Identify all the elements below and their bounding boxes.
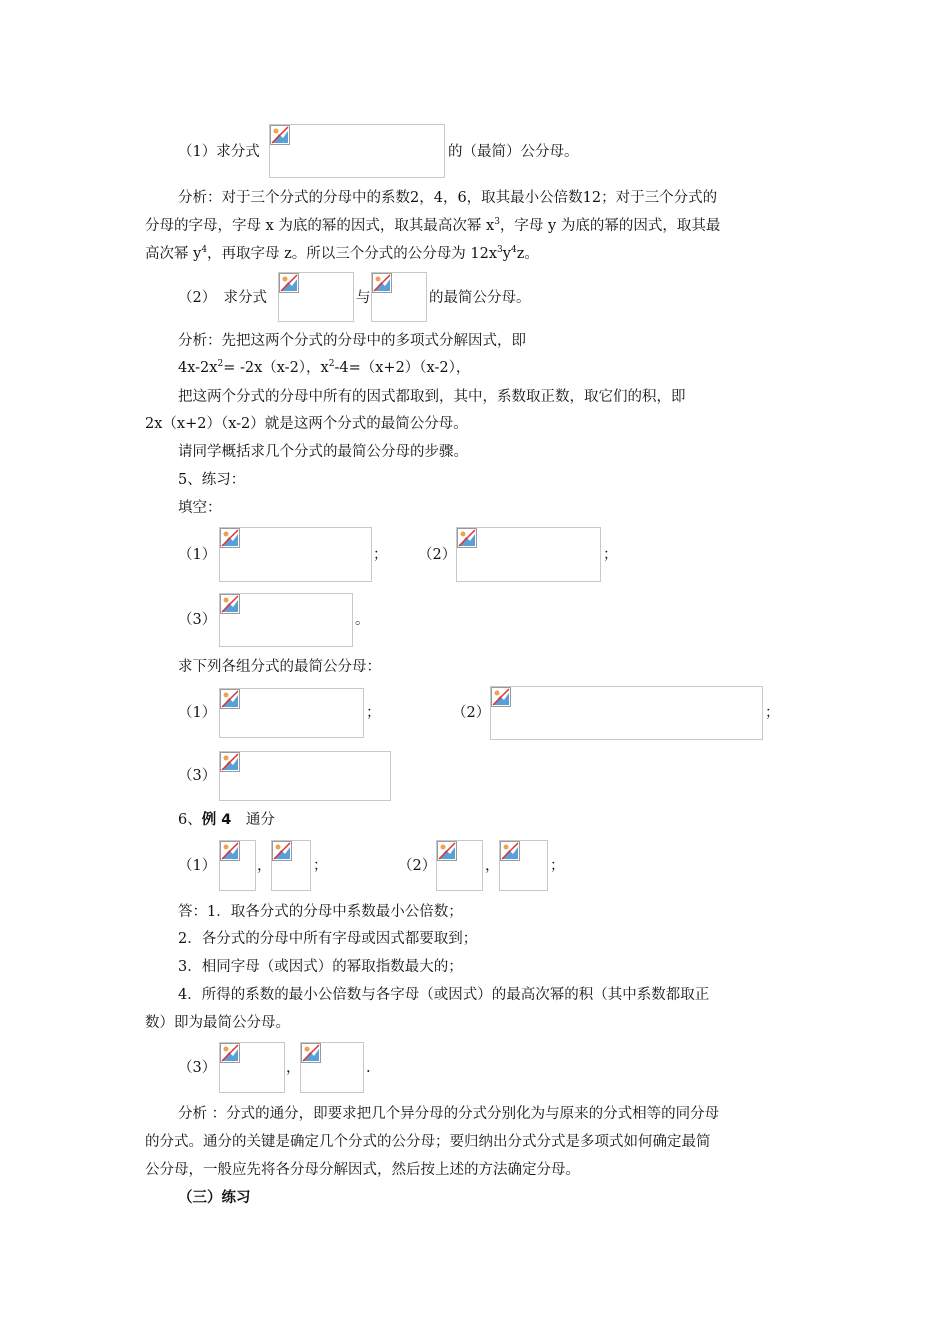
formula-image [278, 272, 354, 322]
broken-image-icon [220, 689, 240, 709]
formula-image [371, 272, 427, 322]
tf-1-sep: ； [313, 858, 328, 874]
broken-image-icon [272, 841, 292, 861]
formula-image [219, 593, 353, 647]
formula-image [499, 840, 548, 891]
formula-image [219, 527, 372, 582]
analysis-2-line-1: 分析：先把这两个分式的分母中的多项式分解因式，即 [178, 333, 526, 349]
analysis-1-line-3: 高次幂 $y^4$，再取字母 z。所以三个分式的公分母为 $12x^3y^4z$。 [145, 245, 539, 262]
tf-3-label: （3） [178, 1060, 217, 1076]
answer-1: 答：1．取各分式的分母中系数最小公倍数； [178, 904, 463, 920]
tf-2-label: （2） [398, 858, 437, 874]
tf-2-sep: ； [550, 858, 565, 874]
line-2-and: 与 [356, 290, 371, 306]
analysis-2-line-4: 2x（x+2）（x-2）就是这两个分式的最简公分母。 [145, 416, 468, 432]
line-2: （2） 求分式 [178, 290, 267, 306]
formula-image [219, 1042, 285, 1093]
broken-image-icon [270, 125, 290, 145]
formula-image [271, 840, 311, 891]
analysis-2-line-2: $4x-2x^2= -2x(x-2)$，$x^2-4=(x+2)(x-2)$， [178, 359, 471, 376]
broken-image-icon [220, 594, 240, 614]
fill-3-sep: 。 [355, 612, 370, 628]
broken-image-icon [437, 841, 457, 861]
tf-1-label: （1） [178, 858, 217, 874]
analysis-1-line-2: 分母的字母，字母 x 为底的幂的因式，取其最高次幂 $x^3$，字母 y 为底的幂的因式，取其最 [145, 217, 721, 234]
broken-image-icon [220, 841, 240, 861]
formula-image [456, 527, 601, 582]
formula-image [490, 686, 763, 740]
broken-image-icon [457, 528, 477, 548]
answer-5: 数）即为最简公分母。 [145, 1015, 290, 1031]
broken-image-icon [372, 273, 392, 293]
example-4-heading: 6、例 4 通分 [178, 812, 275, 828]
fill-1-sep: ； [373, 547, 388, 563]
formula-image [219, 751, 391, 801]
lcd-1-label: （1） [178, 705, 217, 721]
analysis-3-line-3: 公分母，一般应先将各分母分解因式，然后按上述的方法确定分母。 [145, 1162, 580, 1178]
answer-2: 2．各分式的分母中所有字母或因式都要取到； [178, 931, 478, 947]
formula-image [300, 1042, 364, 1093]
formula-image [219, 688, 364, 738]
broken-image-icon [491, 687, 511, 707]
lcd-1-sep: ； [366, 705, 381, 721]
answer-4: 4．所得的系数的最小公倍数与各字母（或因式）的最高次幂的积（其中系数都取正 [178, 987, 710, 1003]
formula-image [436, 840, 483, 891]
analysis-2-line-5: 请同学概括求几个分式的最简公分母的步骤。 [178, 444, 468, 460]
fill-heading: 填空： [178, 500, 222, 516]
lcd-3-label: （3） [178, 768, 217, 784]
lcd-2-sep: ； [765, 705, 780, 721]
formula-image [269, 124, 445, 178]
line-2-tail: 的最简公分母。 [429, 290, 531, 306]
analysis-1-line-1: 分析：对于三个分式的分母中的系数2，4，6，取其最小公倍数12；对于三个分式的 [178, 190, 718, 206]
fill-3-label: （3） [178, 612, 217, 628]
tf-3-comma: ， [286, 1060, 301, 1076]
line-1: （1）求分式 [178, 144, 260, 160]
analysis-3-line-1: 分析 ：分式的通分，即要求把几个异分母的分式分别化为与原来的分式相等的同分母 [178, 1106, 720, 1122]
analysis-3-line-2: 的分式。通分的关键是确定几个分式的公分母；要归纳出分式分式是多项式如何确定最简 [145, 1134, 711, 1150]
line-1-tail: 的（最简）公分母。 [448, 144, 579, 160]
fill-2-label: （2） [418, 547, 457, 563]
broken-image-icon [301, 1043, 321, 1063]
tf-3-sep: . [366, 1060, 371, 1076]
analysis-2-line-3: 把这两个分式的分母中所有的因式都取到，其中，系数取正数，取它们的积，即 [178, 389, 686, 405]
tf-1-comma: ， [257, 858, 272, 874]
answer-3: 3．相同字母（或因式）的幂取指数最大的； [178, 959, 463, 975]
lcd-2-label: （2） [452, 705, 491, 721]
broken-image-icon [500, 841, 520, 861]
formula-image [219, 840, 256, 891]
lcd-heading: 求下列各组分式的最简公分母： [178, 659, 381, 675]
fill-2-sep: ； [603, 547, 618, 563]
broken-image-icon [279, 273, 299, 293]
fill-1-label: （1） [178, 547, 217, 563]
broken-image-icon [220, 1043, 240, 1063]
section-5-heading: 5、练习： [178, 472, 246, 488]
broken-image-icon [220, 752, 240, 772]
broken-image-icon [220, 528, 240, 548]
section-3-heading: （三）练习 [178, 1190, 251, 1206]
tf-2-comma: ， [485, 858, 500, 874]
